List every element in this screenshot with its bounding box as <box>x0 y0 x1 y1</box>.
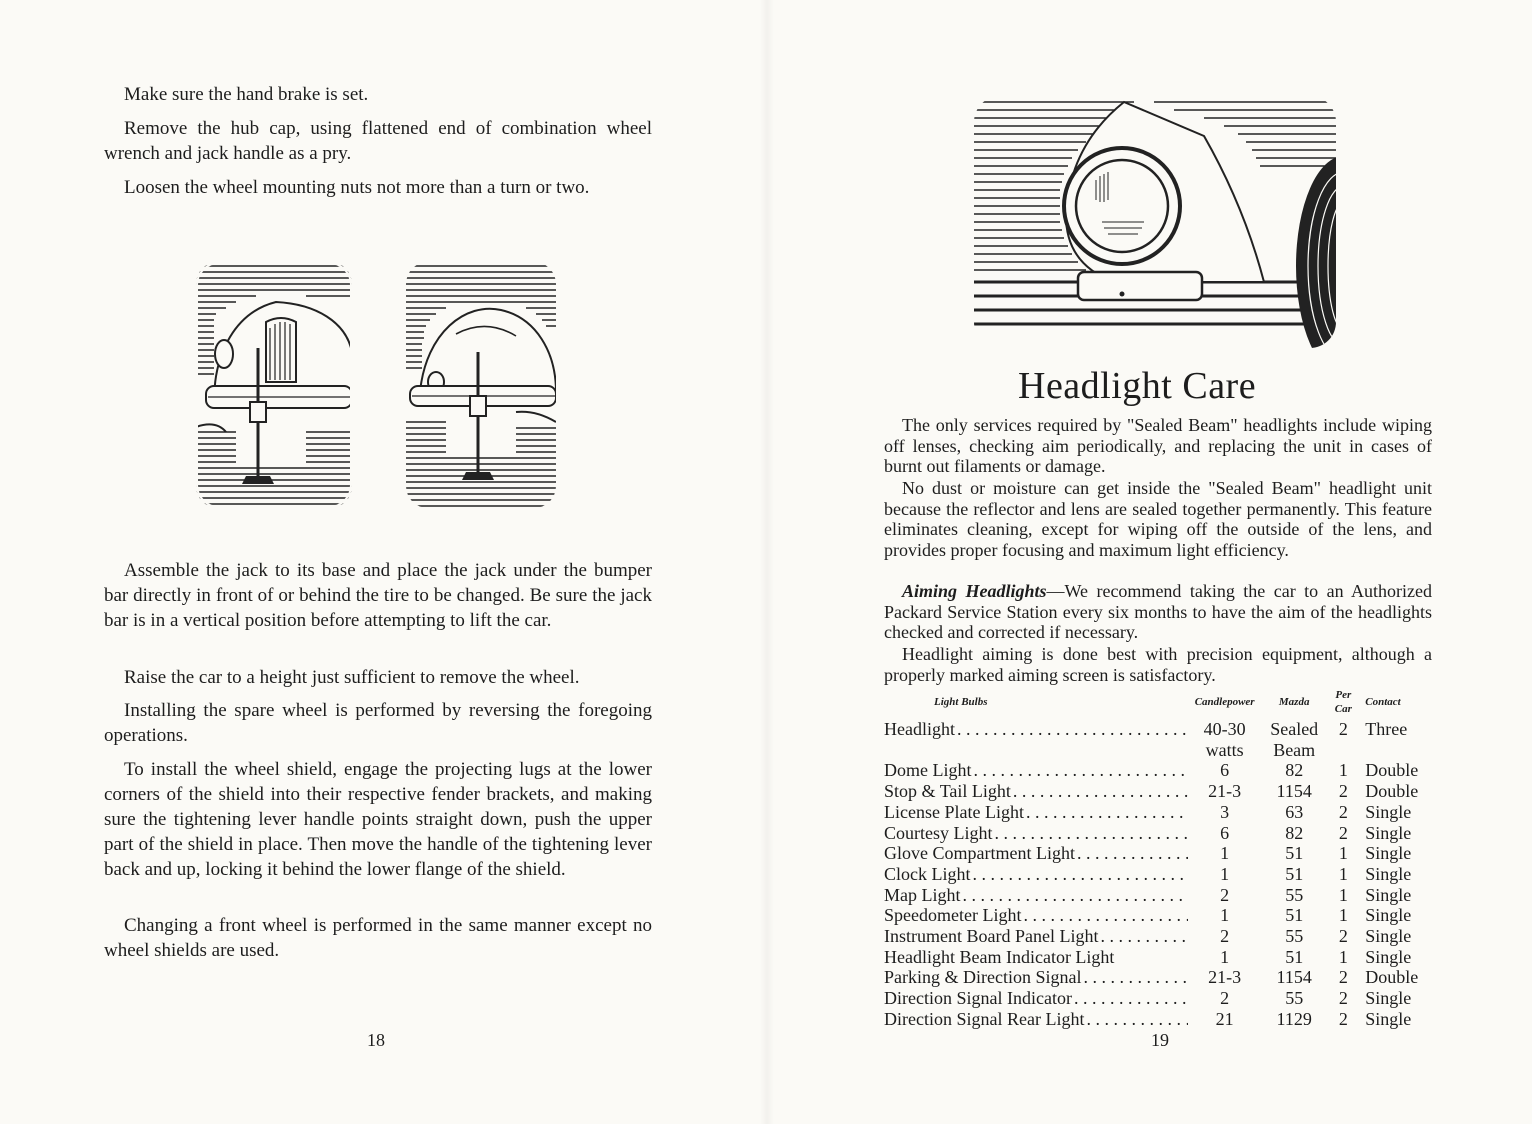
table-row <box>884 760 1436 781</box>
header-light-bulbs: Light Bulbs <box>934 696 988 708</box>
cell-candlepower: 1 <box>1220 946 1230 967</box>
table-row <box>884 967 1436 988</box>
cell-per-car: 1 <box>1338 884 1348 905</box>
header-contact: Contact <box>1365 696 1401 708</box>
cell-candlepower: 6 <box>1220 822 1230 843</box>
aiming-body: —We recommend taking the car to an Authorized Packard Service Station every six months to have the aim of the headlights checked and corrected if necessary. <box>884 581 1432 643</box>
cell-candlepower: 6 <box>1220 760 1230 781</box>
cell-candlepower: 40-30 watts <box>1203 719 1246 760</box>
cell-per-car: 1 <box>1338 946 1348 967</box>
table-row <box>884 802 1436 823</box>
cell-name: Dome Light <box>884 760 972 781</box>
cell-per-car: 2 <box>1338 926 1348 947</box>
page-number-left: 18 <box>367 1030 385 1050</box>
cell-contact: Three <box>1365 719 1408 739</box>
table-row <box>884 988 1436 1009</box>
cell-mazda: 82 <box>1285 822 1304 843</box>
cell-mazda: 1154 <box>1276 781 1312 802</box>
paragraph-hub-cap: Remove the hub cap, using flattened end of combination wheel wrench and jack handle as a pry. <box>104 118 652 164</box>
paragraph-install-spare: Installing the spare wheel is performed by reversing the foregoing operations. <box>104 700 652 746</box>
cell-contact: Double <box>1365 760 1419 781</box>
table-row <box>884 905 1436 926</box>
page-number-right: 19 <box>1151 1030 1169 1050</box>
cell-name: Direction Signal Indicator <box>884 988 1072 1009</box>
paragraph-services: The only services required by "Sealed Beam" headlights include wiping off lenses, checking aim periodically, and replacing the unit in cases of burnt out filaments or damage. <box>884 415 1432 477</box>
car-front-jack-illustration <box>196 262 352 508</box>
cell-per-car: 2 <box>1338 801 1348 822</box>
cell-candlepower: 21 <box>1215 1008 1234 1029</box>
paragraph-precision: Headlight aiming is done best with precision equipment, although a properly marked aiming screen is satisfactory. <box>884 644 1432 685</box>
cell-contact: Double <box>1365 967 1419 988</box>
cell-per-car: 2 <box>1338 822 1348 843</box>
cell-mazda: 55 <box>1285 926 1304 947</box>
header-per-car: Per Car <box>1334 689 1352 715</box>
paragraph-wheel-shield: To install the wheel shield, engage the projecting lugs at the lower corners of the shield into their respective fender brackets, and making sure the tightening lever handle points straight down, push the upper part of the shield in place. Then move the handle of the tightening lever back and up, locking it behind the lower flange of the shield. <box>104 759 652 880</box>
cell-name: Clock Light <box>884 863 971 884</box>
cell-name: Parking & Direction Signal <box>884 967 1082 988</box>
table-row <box>884 781 1436 802</box>
cell-name: Map Light <box>884 884 961 905</box>
paragraph-aiming <box>884 581 1432 643</box>
car-rear-jack-illustration <box>406 262 556 508</box>
cell-name: Glove Compartment Light <box>884 843 1075 864</box>
page-gutter <box>760 0 774 1124</box>
table-row <box>884 926 1436 947</box>
header-mazda: Mazda <box>1278 696 1310 708</box>
headlight-illustration <box>974 96 1336 348</box>
paragraph-loosen-nuts: Loosen the wheel mounting nuts not more than a turn or two. <box>124 177 590 198</box>
page-title: Headlight Care <box>1018 365 1257 407</box>
table-row <box>884 719 1436 760</box>
cell-mazda: 63 <box>1285 801 1304 822</box>
cell-contact: Double <box>1365 781 1419 802</box>
cell-per-car: 1 <box>1338 863 1348 884</box>
cell-per-car: 2 <box>1338 967 1348 988</box>
cell-mazda: 82 <box>1285 760 1304 781</box>
cell-candlepower: 3 <box>1220 801 1230 822</box>
cell-contact: Single <box>1365 988 1412 1009</box>
cell-name: Speedometer Light <box>884 905 1022 926</box>
cell-mazda: 55 <box>1285 988 1304 1009</box>
cell-contact: Single <box>1365 843 1412 864</box>
cell-contact: Single <box>1365 926 1412 947</box>
cell-candlepower: 21-3 <box>1208 781 1242 802</box>
cell-mazda: 51 <box>1285 863 1304 884</box>
cell-per-car: 2 <box>1338 988 1348 1009</box>
aiming-headlights-heading: Aiming Headlights <box>902 581 1047 601</box>
cell-mazda: 1154 <box>1276 967 1312 988</box>
cell-candlepower: 2 <box>1220 884 1230 905</box>
cell-name: License Plate Light <box>884 801 1024 822</box>
cell-per-car: 2 <box>1338 781 1348 802</box>
cell-contact: Single <box>1365 863 1412 884</box>
cell-per-car: 2 <box>1338 1008 1348 1029</box>
table-row <box>884 843 1436 864</box>
table-row <box>884 947 1436 968</box>
table-row <box>884 823 1436 844</box>
cell-contact: Single <box>1365 905 1412 926</box>
cell-mazda: 55 <box>1285 884 1304 905</box>
cell-candlepower: 1 <box>1220 863 1230 884</box>
cell-per-car: 1 <box>1338 843 1348 864</box>
paragraph-hand-brake: Make sure the hand brake is set. <box>124 84 369 105</box>
cell-mazda: 51 <box>1285 905 1304 926</box>
paragraph-no-dust: No dust or moisture can get inside the "Sealed Beam" headlight unit because the reflector and lens are sealed together permanently. This feature eliminates cleaning, except for wiping off the outside of the lens, and provides proper focusing and maximum light efficiency. <box>884 478 1432 561</box>
cell-name: Instrument Board Panel Light <box>884 926 1099 947</box>
table-row <box>884 885 1436 906</box>
cell-mazda: 1129 <box>1276 1008 1312 1029</box>
paragraph-assemble-jack: Assemble the jack to its base and place the jack under the bumper bar directly in front of or behind the tire to be changed. Be sure the jack bar is in a vertical position before attempting to lift the car. <box>104 560 652 631</box>
cell-per-car: 1 <box>1338 760 1348 781</box>
cell-per-car: 2 <box>1338 719 1348 739</box>
cell-candlepower: 21-3 <box>1208 967 1242 988</box>
cell-candlepower: 2 <box>1220 988 1230 1009</box>
light-bulbs-table <box>884 688 1436 1030</box>
paragraph-front-wheel: Changing a front wheel is performed in the same manner except no wheel shields are used. <box>104 915 652 961</box>
header-candlepower: Candlepower <box>1194 696 1255 708</box>
table-header-row <box>884 688 1436 719</box>
cell-contact: Single <box>1365 1008 1412 1029</box>
cell-mazda: Sealed Beam <box>1270 719 1319 760</box>
cell-candlepower: 1 <box>1220 843 1230 864</box>
cell-name: Courtesy Light <box>884 822 993 843</box>
cell-candlepower: 1 <box>1220 905 1230 926</box>
cell-name: Stop & Tail Light <box>884 781 1011 802</box>
cell-name: Headlight Beam Indicator Light <box>884 946 1115 967</box>
cell-name: Direction Signal Rear Light <box>884 1008 1085 1029</box>
table-row <box>884 864 1436 885</box>
cell-mazda: 51 <box>1285 946 1304 967</box>
cell-name: Headlight <box>884 719 955 739</box>
cell-contact: Single <box>1365 822 1412 843</box>
cell-contact: Single <box>1365 801 1412 822</box>
table-row <box>884 1009 1436 1030</box>
cell-candlepower: 2 <box>1220 926 1230 947</box>
cell-contact: Single <box>1365 884 1412 905</box>
cell-contact: Single <box>1365 946 1412 967</box>
cell-per-car: 1 <box>1338 905 1348 926</box>
cell-mazda: 51 <box>1285 843 1304 864</box>
paragraph-raise-car: Raise the car to a height just sufficient to remove the wheel. <box>124 667 580 688</box>
